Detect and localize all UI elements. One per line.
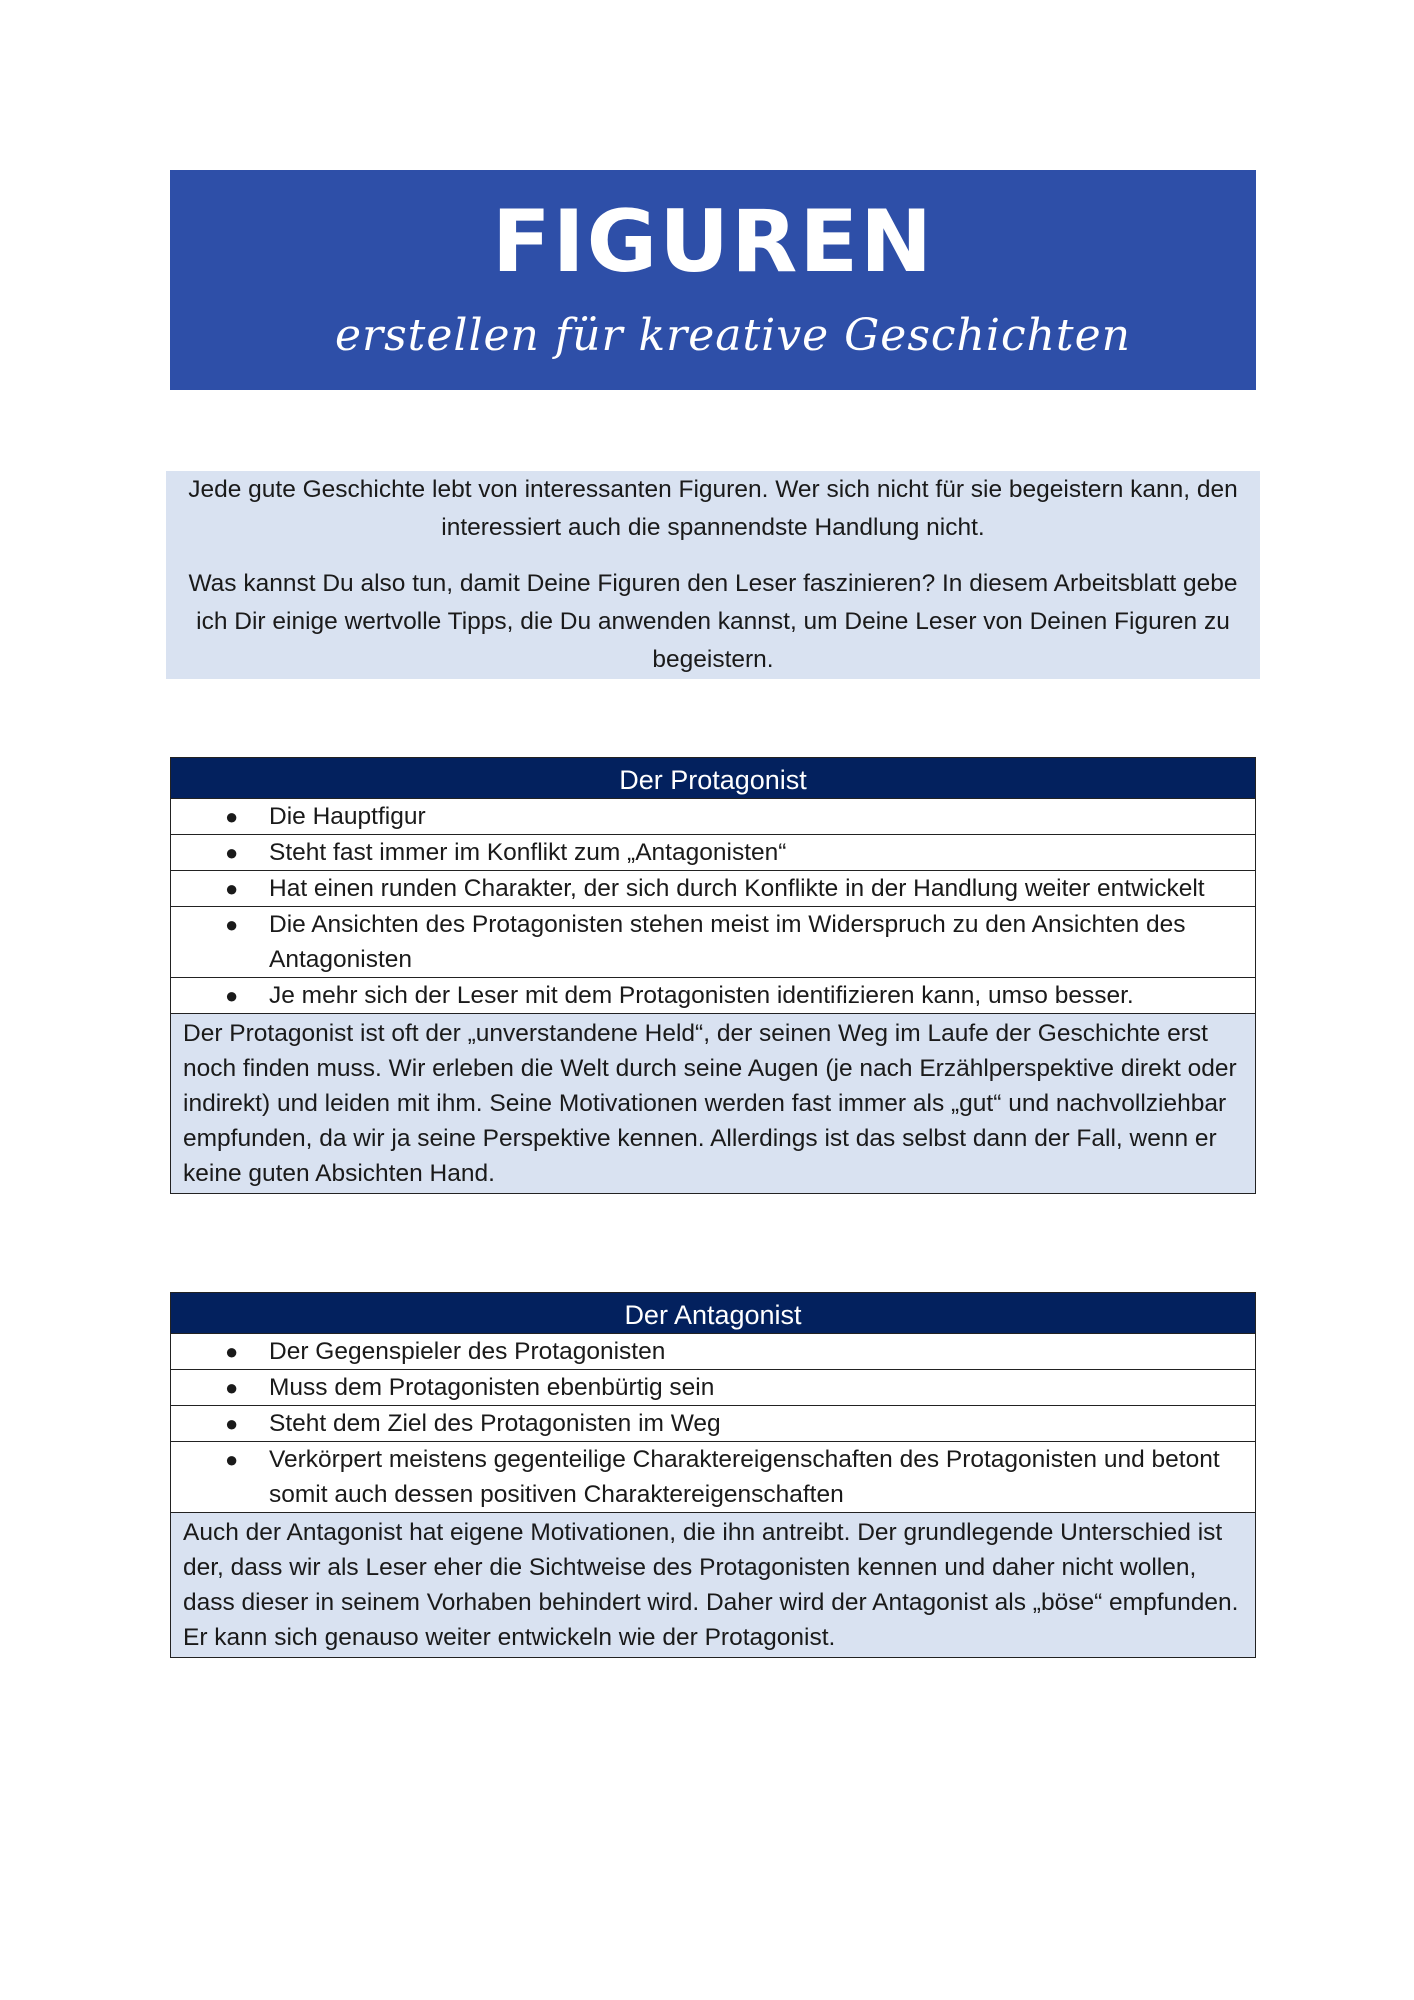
bullet-icon: ● [225,1447,239,1472]
list-item-text: Die Hauptfigur [269,803,426,830]
section-heading: Der Antagonist [171,1293,1255,1334]
antagonist-box [170,1292,1256,1658]
list-item-text: Muss dem Protagonisten ebenbürtig sein [269,1374,715,1401]
page-subtitle: erstellen für kreative Geschichten [335,310,1131,361]
section-note: Auch der Antagonist hat eigene Motivationen, die ihn antreibt. Der grundlegende Unterschied ist der, dass wir als Leser eher die Sichtweise des Protagonisten kennen und daher nicht wollen, dass dieser in seinem Vorhaben behindert wird. Daher wird der Antagonist als „böse“ empfunden. Er kann sich genauso weiter entwickeln wie der Protagonist. [171,1513,1255,1657]
list-item-text: Der Gegenspieler des Protagonisten [269,1338,666,1365]
bullet-icon: ● [225,804,239,829]
list-item [171,1334,1255,1370]
intro-box [166,471,1260,679]
list-item [171,799,1255,835]
intro-paragraph: Jede gute Geschichte lebt von interessanten Figuren. Wer sich nicht für sie begeistern kann, den interessiert auch die spannendste Handlung nicht. [188,476,1238,541]
list-item [171,835,1255,871]
page-title: FIGUREN [491,192,935,292]
bullet-icon: ● [225,876,239,901]
section-note: Der Protagonist ist oft der „unverstandene Held“, der seinen Weg im Laufe der Geschichte erst noch finden muss. Wir erleben die Welt durch seine Augen (je nach Erzählperspektive direkt oder indirekt) und leiden mit ihm. Seine Motivationen werden fast immer als „gut“ und nachvollziehbar empfunden, da wir ja seine Perspektive kennen. Allerdings ist das selbst dann der Fall, wenn er keine guten Absichten Hand. [171,1014,1255,1193]
bullet-icon: ● [225,983,239,1008]
intro-paragraph: Was kannst Du also tun, damit Deine Figuren den Leser faszinieren? In diesem Arbeitsblatt gebe ich Dir einige wertvolle Tipps, die Du anwenden kannst, um Deine Leser von Deinen Figuren zu begeistern. [188,570,1238,673]
list-item [171,907,1255,978]
protagonist-box [170,757,1256,1194]
bullet-icon: ● [225,840,239,865]
bullet-icon: ● [225,1411,239,1436]
bullet-icon: ● [225,1339,239,1364]
bullet-icon: ● [225,1375,239,1400]
list-item-text: Verkörpert meistens gegenteilige Charaktereigenschaften des Protagonisten und betont somit auch dessen positiven Charaktereigenschaften [269,1446,1220,1508]
list-item-text: Hat einen runden Charakter, der sich durch Konflikte in der Handlung weiter entwickelt [269,875,1205,902]
list-item-text: Steht fast immer im Konflikt zum „Antagonisten“ [269,839,787,866]
list-item-text: Die Ansichten des Protagonisten stehen meist im Widerspruch zu den Ansichten des Antagonisten [269,911,1186,973]
section-heading: Der Protagonist [171,758,1255,799]
list-item-text: Steht dem Ziel des Protagonisten im Weg [269,1410,721,1437]
list-item [171,1370,1255,1406]
title-banner [170,170,1256,390]
list-item [171,978,1255,1014]
list-item [171,871,1255,907]
bullet-icon: ● [225,912,239,937]
list-item-text: Je mehr sich der Leser mit dem Protagonisten identifizieren kann, umso besser. [269,982,1134,1009]
list-item [171,1442,1255,1513]
list-item [171,1406,1255,1442]
